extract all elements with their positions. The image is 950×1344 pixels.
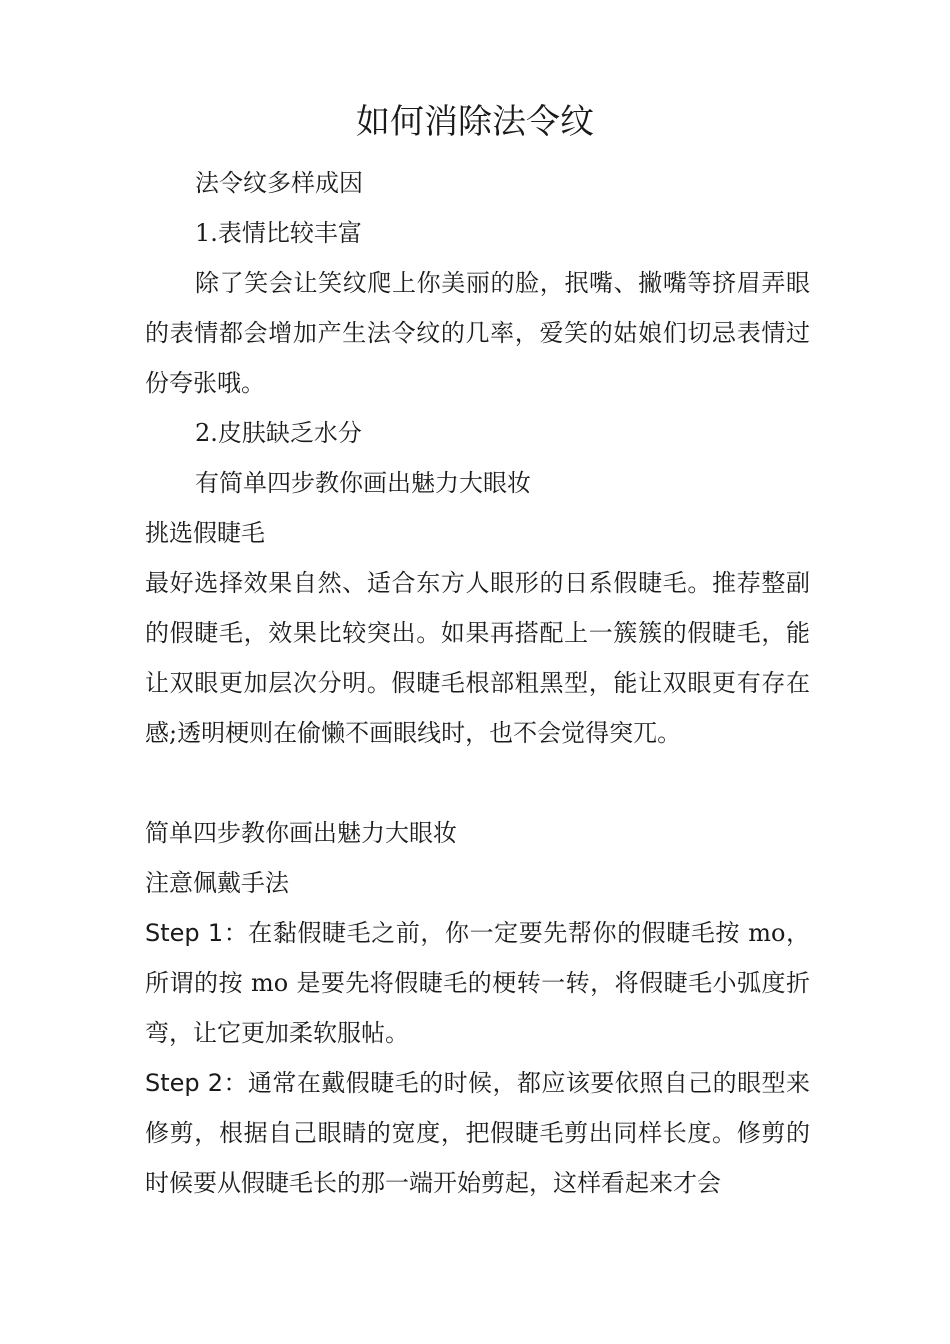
step1-label: Step 1 [145,919,224,947]
step1-paragraph [145,908,810,1058]
pick-heading: 挑选假睫毛 [145,519,265,547]
attention-heading: 注意佩戴手法 [145,869,289,897]
subtitle-b: 简单四步教你画出魅力大眼妆 [145,819,457,847]
item2-heading: 2.皮肤缺乏水分 [195,419,362,447]
subtitle-a: 有简单四步教你画出魅力大眼妆 [195,469,531,497]
step2-paragraph [145,1058,810,1208]
section-heading: 法令纹多样成因 [195,169,363,197]
document-title: 如何消除法令纹 [356,102,594,142]
step1-text: ：在黏假睫毛之前，你一定要先帮你的假睫毛按 mo，所谓的按 mo 是要先将假睫毛的梗转一转，将假睫毛小弧度折弯，让它更加柔软服帖。 [145,919,810,1047]
document-body [145,158,810,1208]
pick-paragraph: 最好选择效果自然、适合东方人眼形的日系假睫毛。推荐整副的假睫毛，效果比较突出。如果再搭配上一簇簇的假睫毛，能让双眼更加层次分明。假睫毛根部粗黑型，能让双眼更有存在感;透明梗则在偷懒不画眼线时，也不会觉得突兀。 [145,569,810,747]
blank-line [145,758,810,808]
step2-label: Step 2 [145,1069,224,1097]
item1-heading: 1.表情比较丰富 [195,219,362,247]
step2-text: ：通常在戴假睫毛的时候，都应该要依照自己的眼型来修剪，根据自己眼睛的宽度，把假睫毛剪出同样长度。修剪的时候要从假睫毛长的那一端开始剪起，这样看起来才会 [145,1069,811,1197]
item1-paragraph: 除了笑会让笑纹爬上你美丽的脸，抿嘴、撇嘴等挤眉弄眼的表情都会增加产生法令纹的几率，爱笑的姑娘们切忌表情过份夸张哦。 [145,269,810,397]
